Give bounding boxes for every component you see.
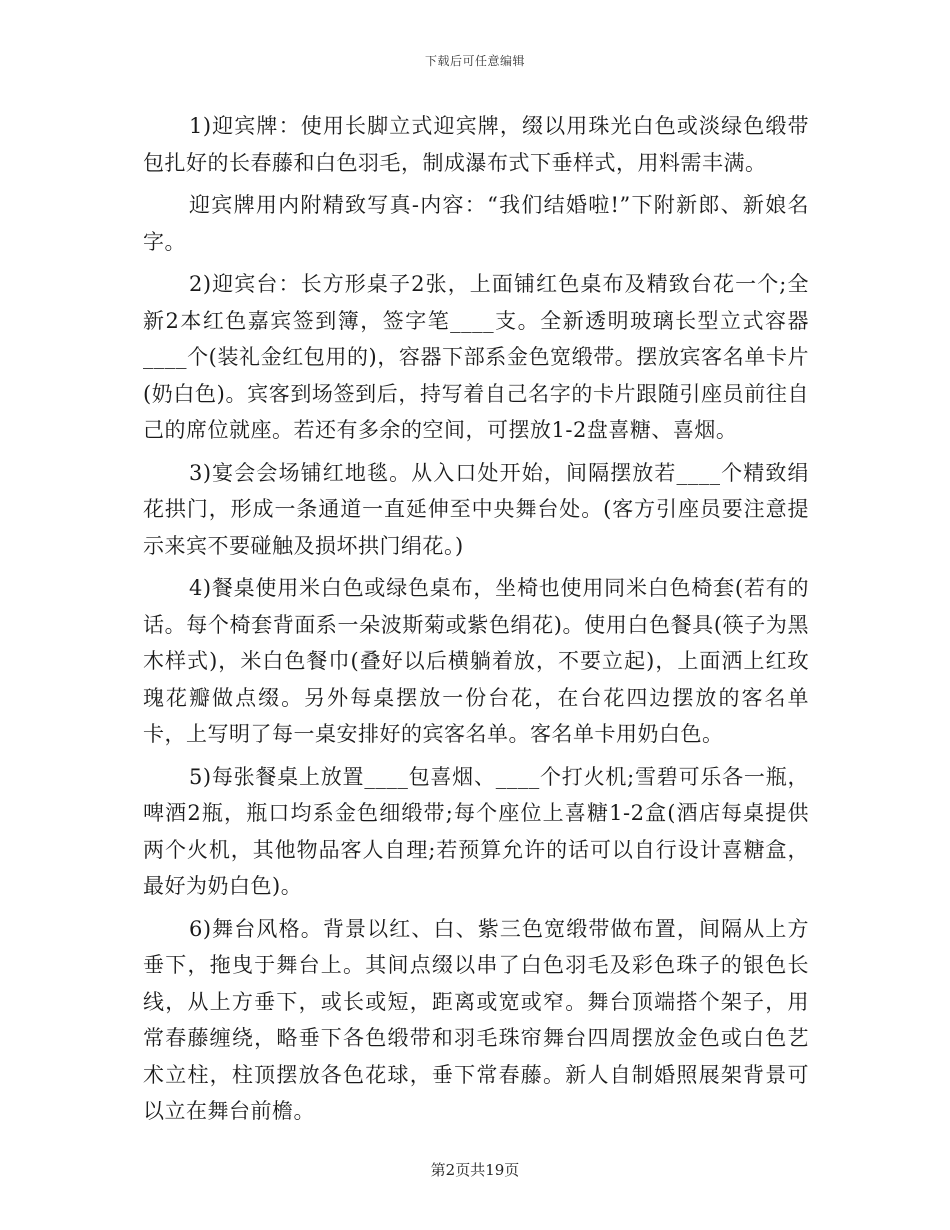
- paragraph-stage-style: 6)舞台风格。背景以红、白、紫三色宽缎带做布置，间隔从上方垂下，拖曳于舞台上。其间点缀以串了白色羽毛及彩色珠子的银色长线，从上方垂下，或长或短，距离或宽或窄。舞台顶端搭个架子，用常春藤缠绕，略垂下各色缎带和羽毛珠帘舞台四周摆放金色或白色艺术立柱，柱顶摆放各色花球，垂下常春藤。新人自制婚照展架背景可以立在舞台前檐。: [143, 916, 809, 1123]
- paragraph-table-items: 5)每张餐桌上放置____包喜烟、____个打火机;雪碧可乐各一瓶，啤酒2瓶，瓶口均系金色细缎带;每个座位上喜糖1-2盒(酒店每桌提供两个火机，其他物品客人自理;若预算允许的话可以自行设计喜糖盒，最好为奶白色)。: [143, 764, 809, 898]
- page-number: 第2页共19页: [430, 1161, 520, 1179]
- paragraph-welcome-sign-content: 迎宾牌用内附精致写真-内容：“我们结婚啦!”下附新郎、新娘名字。: [143, 193, 809, 254]
- paragraph-reception-desk: 2)迎宾台：长方形桌子2张，上面铺红色桌布及精致台花一个;全新2本红色嘉宾签到簿，签字笔____支。全新透明玻璃长型立式容器____个(装礼金红包用的)，容器下部系金色宽缎带。摆放宾客名单卡片(奶白色)。宾客到场签到后，持写着自己名字的卡片跟随引座员前往自己的席位就座。若还有多余的空间，可摆放1-2盘喜糖、喜烟。: [143, 272, 809, 442]
- paragraph-table-setting: 4)餐桌使用米白色或绿色桌布，坐椅也使用同米白色椅套(若有的话。每个椅套背面系一朵波斯菊或紫色绢花)。使用白色餐具(筷子为黑木样式)，米白色餐巾(叠好以后横躺着放，不要立起)，上面洒上红玫瑰花瓣做点缀。另外每桌摆放一份台花，在台花四边摆放的客名单卡，上写明了每一桌安排好的宾客名单。客名单卡用奶白色。: [143, 576, 809, 746]
- page-header: 下载后可任意编辑: [424, 54, 525, 68]
- paragraph-welcome-sign: 1)迎宾牌：使用长脚立式迎宾牌，缀以用珠光白色或淡绿色缎带包扎好的长春藤和白色羽毛，制成瀑布式下垂样式，用料需丰满。: [143, 114, 809, 175]
- paragraph-red-carpet: 3)宴会会场铺红地毯。从入口处开始，间隔摆放若____个精致绢花拱门，形成一条通道一直延伸至中央舞台处。(客方引座员要注意提示来宾不要碰触及损坏拱门绢花。): [143, 460, 809, 558]
- document-body: [143, 108, 809, 1136]
